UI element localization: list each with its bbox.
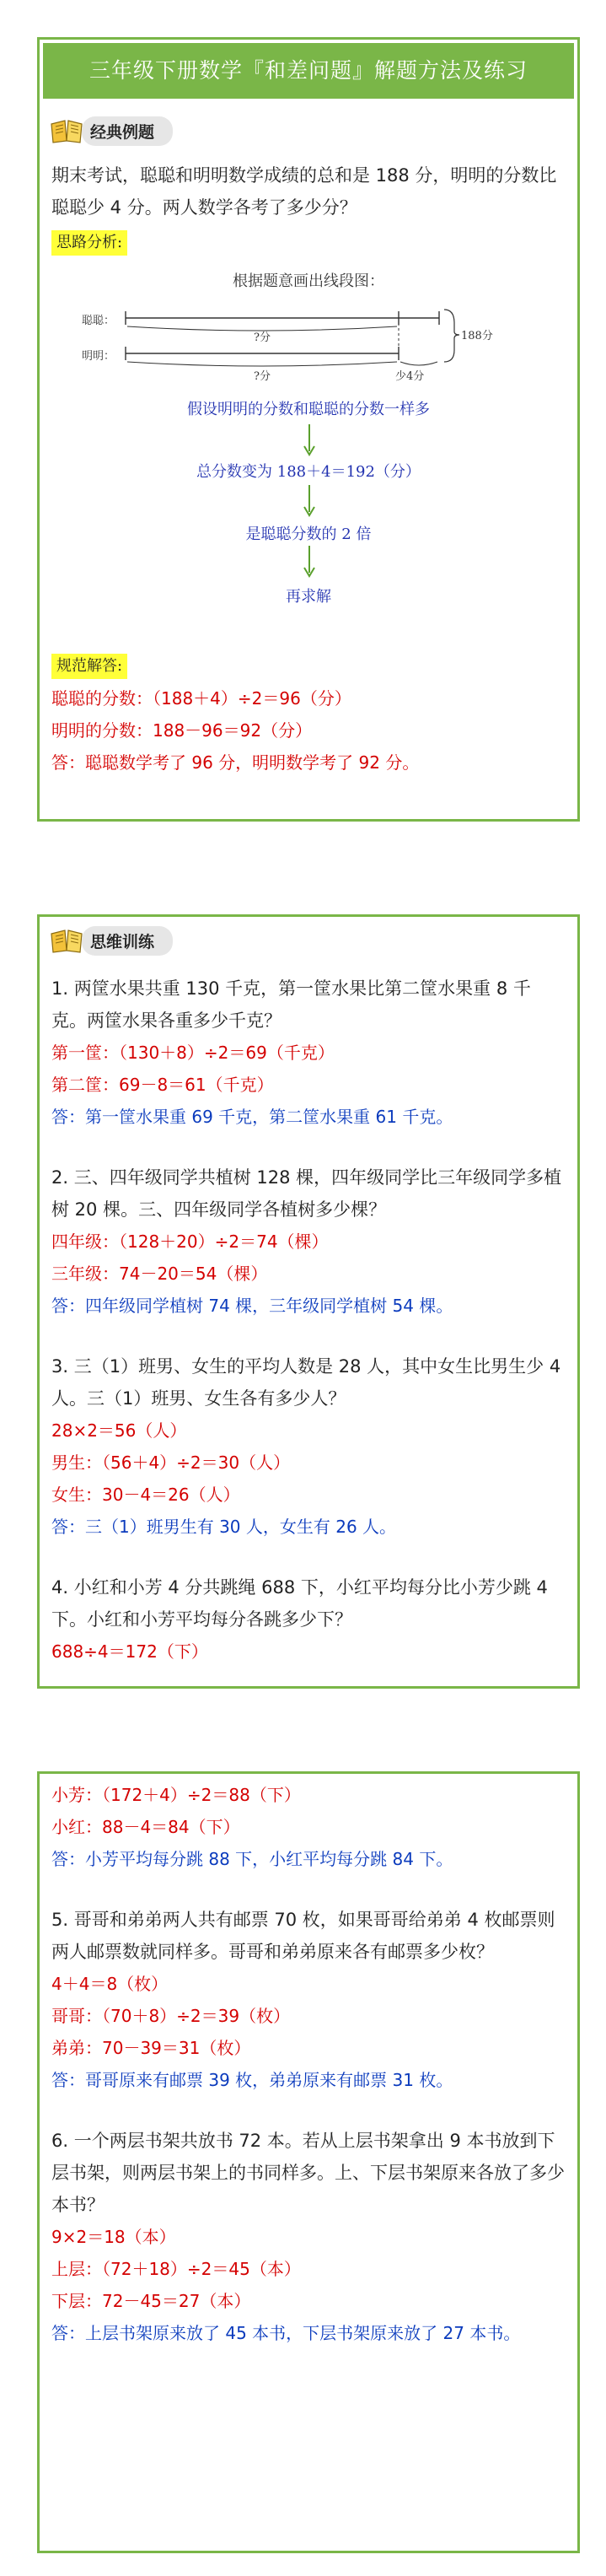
analysis-diagram bbox=[40, 264, 577, 635]
label-mingming: 明明： bbox=[82, 350, 115, 363]
flow-step-3: 是聪聪分数的 2 倍 bbox=[245, 525, 372, 543]
example-problem: 期末考试，聪聪和明明数学成绩的总和是 188 分，明明的分数比聪聪少 4 分。两人数学各考了多少分？ bbox=[51, 165, 557, 218]
practice-head-label: 思维训练 bbox=[82, 926, 173, 956]
question-block bbox=[40, 1350, 577, 1543]
question-block bbox=[40, 973, 577, 1133]
flow-step-2: 总分数变为 188＋4＝192（分） bbox=[196, 463, 421, 481]
question-block bbox=[40, 1571, 577, 1668]
step-line: 男生：（56＋4）÷2＝30（人） bbox=[51, 1452, 291, 1473]
book-icon bbox=[48, 925, 85, 956]
step-line: 弟弟：70－39＝31（枚） bbox=[51, 2038, 251, 2058]
answer-line: 答：四年级同学植树 74 棵，三年级同学植树 54 棵。 bbox=[51, 1296, 453, 1316]
arrow-down-icon bbox=[303, 546, 316, 578]
example-head-label: 经典例题 bbox=[82, 116, 173, 146]
answer-line: 答：第一筐水果重 69 千克，第二筐水果重 61 千克。 bbox=[51, 1107, 453, 1127]
question-block bbox=[40, 1161, 577, 1322]
step-line: 女生：30－4＝26（人） bbox=[51, 1485, 240, 1505]
label-total: 188分 bbox=[461, 330, 493, 342]
step-line: 第一筐：（130＋8）÷2＝69（千克） bbox=[51, 1043, 335, 1063]
answer-line: 答：小芳平均每分跳 88 下，小红平均每分跳 84 下。 bbox=[51, 1849, 453, 1869]
label-q-a: ?分 bbox=[254, 331, 271, 344]
arrow-down-icon bbox=[303, 424, 316, 456]
question-block bbox=[40, 1904, 577, 2096]
step-line: 9×2＝18（本） bbox=[51, 2227, 176, 2247]
question-text: 1. 两筐水果共重 130 千克，第一筐水果比第二筐水果重 8 千克。两筐水果各重多少千克？ bbox=[51, 978, 531, 1031]
example-card bbox=[37, 37, 580, 822]
label-q-b: ?分 bbox=[254, 370, 271, 383]
arrow-down-icon bbox=[303, 485, 316, 517]
question-text: 3. 三（1）班男、女生的平均人数是 28 人，其中女生比男生少 4 人。三（1）班男、女生各有多少人？ bbox=[51, 1356, 561, 1409]
answer-line: 答：三（1）班男生有 30 人，女生有 26 人。 bbox=[51, 1517, 397, 1537]
answer-line: 答：上层书架原来放了 45 本书，下层书架原来放了 27 本书。 bbox=[51, 2323, 521, 2343]
step-line: 688÷4＝172（下） bbox=[51, 1641, 208, 1662]
solution-answer: 答：聪聪数学考了 96 分，明明数学考了 92 分。 bbox=[51, 752, 420, 773]
question-text: 6. 一个两层书架共放书 72 本。若从上层书架拿出 9 本书放到下层书架，则两层书架上的书同样多。上、下层书架原来各放了多少本书？ bbox=[51, 2131, 565, 2215]
step-line: 四年级：（128＋20）÷2＝74（棵） bbox=[51, 1231, 329, 1252]
diagram-title: 根据题意画出线段图： bbox=[233, 272, 384, 290]
answer-line: 答：哥哥原来有邮票 39 枚，弟弟原来有邮票 31 枚。 bbox=[51, 2070, 453, 2090]
step-line: 下层：72－45＝27（本） bbox=[51, 2291, 251, 2311]
solution-label: 规范解答: bbox=[51, 654, 127, 679]
step-line: 28×2＝56（人） bbox=[51, 1420, 187, 1441]
question-text: 5. 哥哥和弟弟两人共有邮票 70 枚，如果哥哥给弟弟 4 枚邮票则两人邮票数就同样多。哥哥和弟弟原来各有邮票多少枚？ bbox=[51, 1910, 555, 1962]
label-less: 少4分 bbox=[395, 370, 425, 383]
solution-line: 明明的分数：188－96＝92（分） bbox=[51, 720, 313, 741]
question-text: 2. 三、四年级同学共植树 128 棵，四年级同学比三年级同学多植树 20 棵。三、四年级同学各植树多少棵？ bbox=[51, 1167, 562, 1220]
label-congcong: 聪聪： bbox=[82, 315, 115, 327]
solution-line: 聪聪的分数：（188＋4）÷2＝96（分） bbox=[51, 688, 351, 709]
practice-card-continued bbox=[37, 1771, 580, 2553]
step-line: 三年级：74－20＝54（棵） bbox=[51, 1264, 268, 1284]
flow-step-1: 假设明明的分数和聪聪的分数一样多 bbox=[187, 401, 430, 418]
step-line: 小芳：（172＋4）÷2＝88（下） bbox=[51, 1785, 301, 1805]
practice-section-head bbox=[48, 924, 577, 957]
flow-step-4: 再求解 bbox=[286, 588, 331, 606]
question-text: 4. 小红和小芳 4 分共跳绳 688 下，小红平均每分比小芳少跳 4 下。小红和小芳平均每分各跳多少下？ bbox=[51, 1577, 548, 1630]
question-block bbox=[40, 2125, 577, 2349]
example-section-head bbox=[48, 114, 577, 148]
step-line: 4＋4＝8（枚） bbox=[51, 1974, 169, 1994]
page-title: 三年级下册数学『和差问题』解题方法及练习 bbox=[43, 43, 574, 99]
book-icon bbox=[48, 116, 85, 146]
step-line: 小红：88－4＝84（下） bbox=[51, 1817, 240, 1837]
analysis-label: 思路分析: bbox=[51, 230, 127, 256]
question-block bbox=[40, 1779, 577, 1875]
step-line: 第二筐：69－8＝61（千克） bbox=[51, 1075, 274, 1095]
step-line: 上层：（72＋18）÷2＝45（本） bbox=[51, 2259, 301, 2279]
step-line: 哥哥：（70＋8）÷2＝39（枚） bbox=[51, 2006, 291, 2026]
practice-card bbox=[37, 914, 580, 1689]
